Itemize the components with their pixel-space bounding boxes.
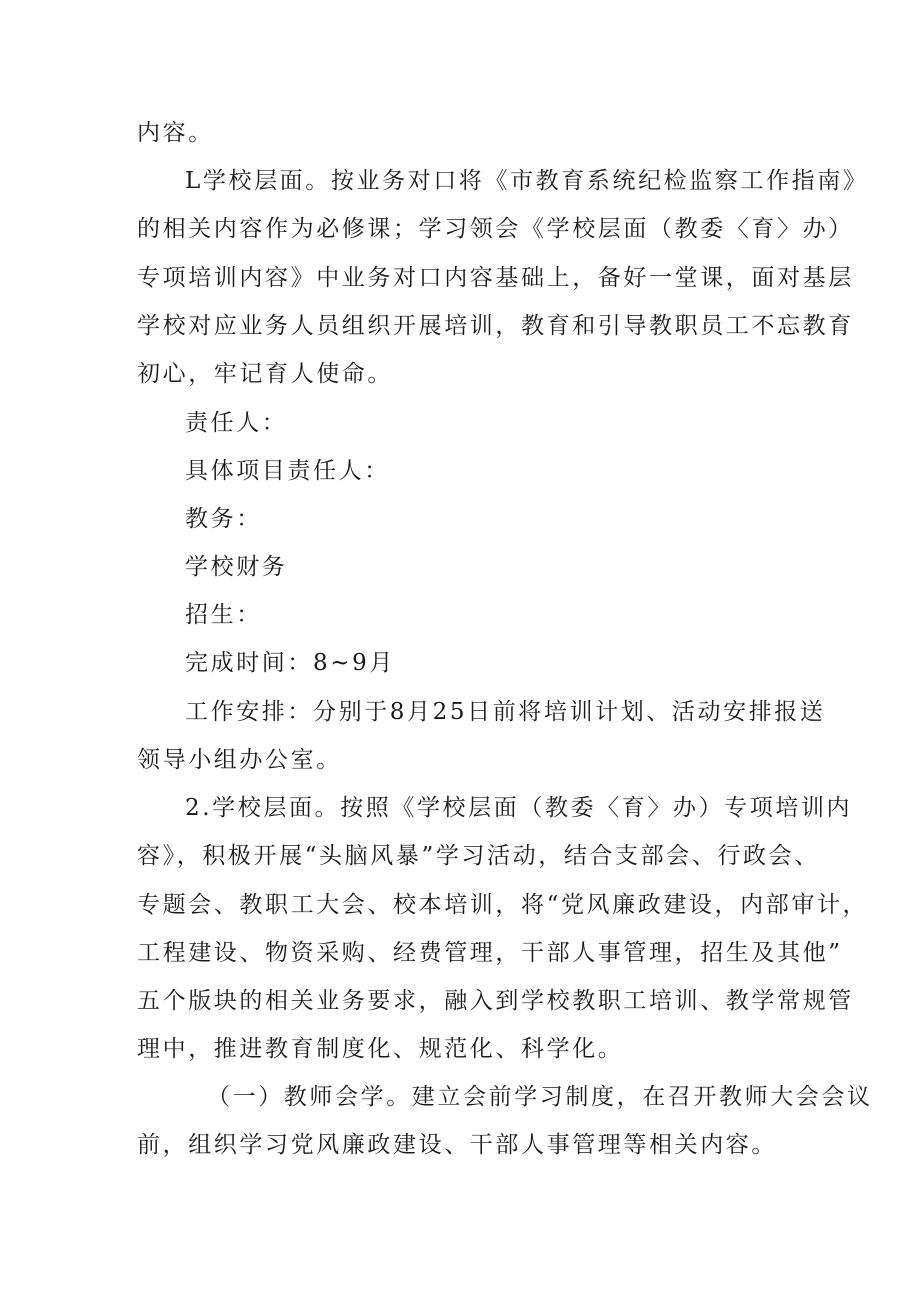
text-line: （一）教师会学。建立会前学习制度，在召开教师大会会议	[207, 1084, 873, 1110]
text-line: 理中，推进教育制度化、规范化、科学化。	[137, 1036, 624, 1062]
text-line: 领导小组办公室。	[137, 747, 342, 773]
text-line: 初心，牢记育人使命。	[137, 361, 393, 387]
text-line: 专题会、教职工大会、校本培训，将“党风廉政建设，内部审计，	[137, 892, 869, 918]
text-line: 责任人：	[185, 410, 288, 436]
text-line: 具体项目责任人：	[185, 458, 390, 484]
text-line: 工程建设、物资采购、经费管理，干部人事管理，招生及其他”	[137, 940, 843, 966]
text-line: 工作安排：分别于8月25日前将培训计划、活动安排报送	[185, 699, 826, 725]
text-line: 2.学校层面。按照《学校层面（教委〈育〉办）专项培训内	[185, 795, 853, 821]
text-line: 完成时间：8~9月	[185, 650, 395, 676]
text-line: 内容。	[137, 120, 214, 146]
text-line: 教务：	[185, 506, 262, 532]
text-line: 学校对应业务人员组织开展培训，教育和引导教职员工不忘教育	[137, 313, 854, 339]
text-line: 专项培训内容》中业务对口内容基础上，备好一堂课，面对基层	[137, 265, 854, 291]
text-line: 五个版块的相关业务要求，融入到学校教职工培训、教学常规管	[137, 988, 854, 1014]
text-line: 招生：	[185, 602, 262, 628]
text-line: 容》，积极开展“头脑风暴”学习活动，结合支部会、行政会、	[137, 843, 820, 869]
text-line: 学校财务	[185, 554, 288, 580]
text-line: L学校层面。按业务对口将《市教育系统纪检监察工作指南》	[185, 168, 869, 194]
text-line: 前，组织学习党风廉政建设、干部人事管理等相关内容。	[137, 1132, 777, 1158]
text-line: 的相关内容作为必修课；学习领会《学校层面（教委〈育〉办）	[137, 216, 854, 242]
